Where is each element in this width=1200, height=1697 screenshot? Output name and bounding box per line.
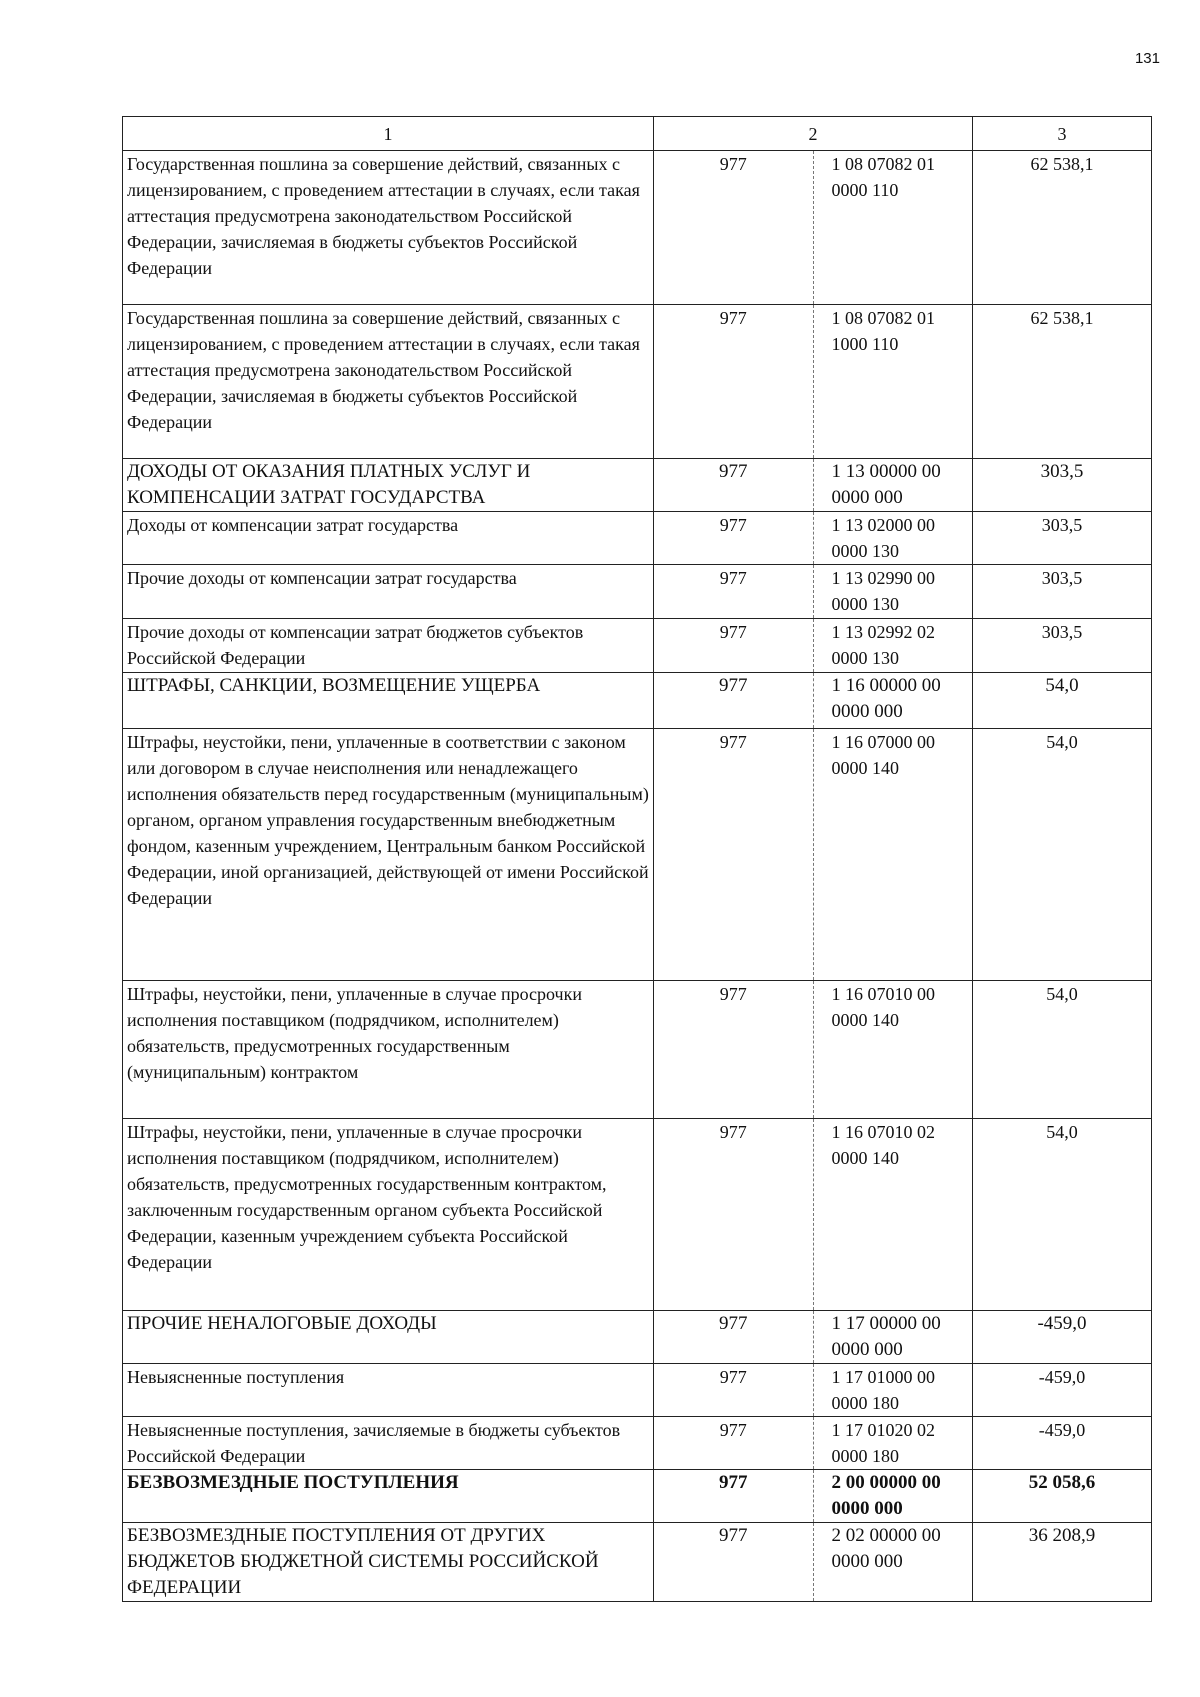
row-admin-code: 977 [654, 565, 814, 619]
table-header-row [123, 117, 1152, 151]
row-admin-code: 977 [654, 619, 814, 673]
row-classification-code: 1 16 07010 00 0000 140 [813, 981, 973, 1119]
row-amount: 52 058,6 [973, 1470, 1152, 1523]
row-amount: -459,0 [973, 1311, 1152, 1364]
row-name: ПРОЧИЕ НЕНАЛОГОВЫЕ ДОХОДЫ [123, 1311, 654, 1364]
row-amount: 303,5 [973, 565, 1152, 619]
row-classification-code: 1 13 00000 00 0000 000 [813, 459, 973, 512]
table-row [123, 565, 1152, 619]
row-name: БЕЗВОЗМЕЗДНЫЕ ПОСТУПЛЕНИЯ [123, 1470, 654, 1523]
row-admin-code: 977 [654, 1523, 814, 1602]
row-classification-code: 1 13 02000 00 0000 130 [813, 512, 973, 565]
row-classification-code: 2 00 00000 00 0000 000 [813, 1470, 973, 1523]
row-amount: 54,0 [973, 673, 1152, 729]
row-amount: 54,0 [973, 981, 1152, 1119]
table-row [123, 1523, 1152, 1602]
row-classification-code: 1 16 07010 02 0000 140 [813, 1119, 973, 1311]
table-row [123, 981, 1152, 1119]
row-admin-code: 977 [654, 151, 814, 305]
row-classification-code: 1 16 00000 00 0000 000 [813, 673, 973, 729]
row-admin-code: 977 [654, 1470, 814, 1523]
row-amount: 303,5 [973, 512, 1152, 565]
row-amount: 303,5 [973, 619, 1152, 673]
row-name: ДОХОДЫ ОТ ОКАЗАНИЯ ПЛАТНЫХ УСЛУГ И КОМПЕНСАЦИИ ЗАТРАТ ГОСУДАРСТВА [123, 459, 654, 512]
row-admin-code: 977 [654, 1364, 814, 1417]
row-amount: 62 538,1 [973, 151, 1152, 305]
table-row [123, 305, 1152, 459]
row-name: ШТРАФЫ, САНКЦИИ, ВОЗМЕЩЕНИЕ УЩЕРБА [123, 673, 654, 729]
table-row [123, 729, 1152, 981]
row-name: Штрафы, неустойки, пени, уплаченные в соответствии с законом или договором в случае неисполнения или ненадлежащего исполнения обязательств перед государственным (муниципальным) органом, органом управления государственным внебюджетным фондом, казенным учреждением, Центральным банком Российской Федерации, иной организацией, действующей от имени Российской Федерации [123, 729, 654, 981]
row-classification-code: 2 02 00000 00 0000 000 [813, 1523, 973, 1602]
row-classification-code: 1 13 02990 00 0000 130 [813, 565, 973, 619]
budget-revenue-table [122, 116, 1152, 1602]
table-row [123, 1470, 1152, 1523]
row-amount: 62 538,1 [973, 305, 1152, 459]
row-classification-code: 1 13 02992 02 0000 130 [813, 619, 973, 673]
row-admin-code: 977 [654, 981, 814, 1119]
table-row [123, 1119, 1152, 1311]
row-classification-code: 1 16 07000 00 0000 140 [813, 729, 973, 981]
row-amount: 36 208,9 [973, 1523, 1152, 1602]
row-name: БЕЗВОЗМЕЗДНЫЕ ПОСТУПЛЕНИЯ ОТ ДРУГИХ БЮДЖЕТОВ БЮДЖЕТНОЙ СИСТЕМЫ РОССИЙСКОЙ ФЕДЕРАЦИИ [123, 1523, 654, 1602]
row-admin-code: 977 [654, 1417, 814, 1470]
row-admin-code: 977 [654, 673, 814, 729]
table-row [123, 459, 1152, 512]
row-name: Прочие доходы от компенсации затрат бюджетов субъектов Российской Федерации [123, 619, 654, 673]
table-row [123, 151, 1152, 305]
row-admin-code: 977 [654, 512, 814, 565]
row-classification-code: 1 17 01020 02 0000 180 [813, 1417, 973, 1470]
table-row [123, 619, 1152, 673]
row-name: Штрафы, неустойки, пени, уплаченные в случае просрочки исполнения поставщиком (подрядчиком, исполнителем) обязательств, предусмотренных государственным (муниципальным) контрактом [123, 981, 654, 1119]
row-admin-code: 977 [654, 729, 814, 981]
row-admin-code: 977 [654, 459, 814, 512]
table-row [123, 512, 1152, 565]
row-name: Прочие доходы от компенсации затрат государства [123, 565, 654, 619]
row-admin-code: 977 [654, 1311, 814, 1364]
table-row [123, 1311, 1152, 1364]
row-amount: -459,0 [973, 1417, 1152, 1470]
row-amount: -459,0 [973, 1364, 1152, 1417]
table-row [123, 1417, 1152, 1470]
page-number: 131 [1134, 50, 1160, 67]
header-col-2: 2 [654, 117, 973, 151]
row-admin-code: 977 [654, 1119, 814, 1311]
header-col-1: 1 [123, 117, 654, 151]
row-name: Государственная пошлина за совершение действий, связанных с лицензированием, с проведением аттестации в случаях, если такая аттестация предусмотрена законодательством Российской Федерации, зачисляемая в бюджеты субъектов Российской Федерации [123, 151, 654, 305]
row-name: Штрафы, неустойки, пени, уплаченные в случае просрочки исполнения поставщиком (подрядчиком, исполнителем) обязательств, предусмотренных государственным контрактом, заключенным государственным органом субъекта Российской Федерации, казенным учреждением субъекта Российской Федерации [123, 1119, 654, 1311]
row-name: Невыясненные поступления [123, 1364, 654, 1417]
table-row [123, 673, 1152, 729]
row-name: Государственная пошлина за совершение действий, связанных с лицензированием, с проведением аттестации в случаях, если такая аттестация предусмотрена законодательством Российской Федерации, зачисляемая в бюджеты субъектов Российской Федерации [123, 305, 654, 459]
row-classification-code: 1 17 00000 00 0000 000 [813, 1311, 973, 1364]
header-col-3: 3 [973, 117, 1152, 151]
row-name: Доходы от компенсации затрат государства [123, 512, 654, 565]
row-classification-code: 1 17 01000 00 0000 180 [813, 1364, 973, 1417]
table-row [123, 1364, 1152, 1417]
row-classification-code: 1 08 07082 01 0000 110 [813, 151, 973, 305]
row-classification-code: 1 08 07082 01 1000 110 [813, 305, 973, 459]
row-amount: 54,0 [973, 1119, 1152, 1311]
row-name: Невыясненные поступления, зачисляемые в бюджеты субъектов Российской Федерации [123, 1417, 654, 1470]
table-header [123, 117, 1152, 151]
row-admin-code: 977 [654, 305, 814, 459]
row-amount: 303,5 [973, 459, 1152, 512]
row-amount: 54,0 [973, 729, 1152, 981]
